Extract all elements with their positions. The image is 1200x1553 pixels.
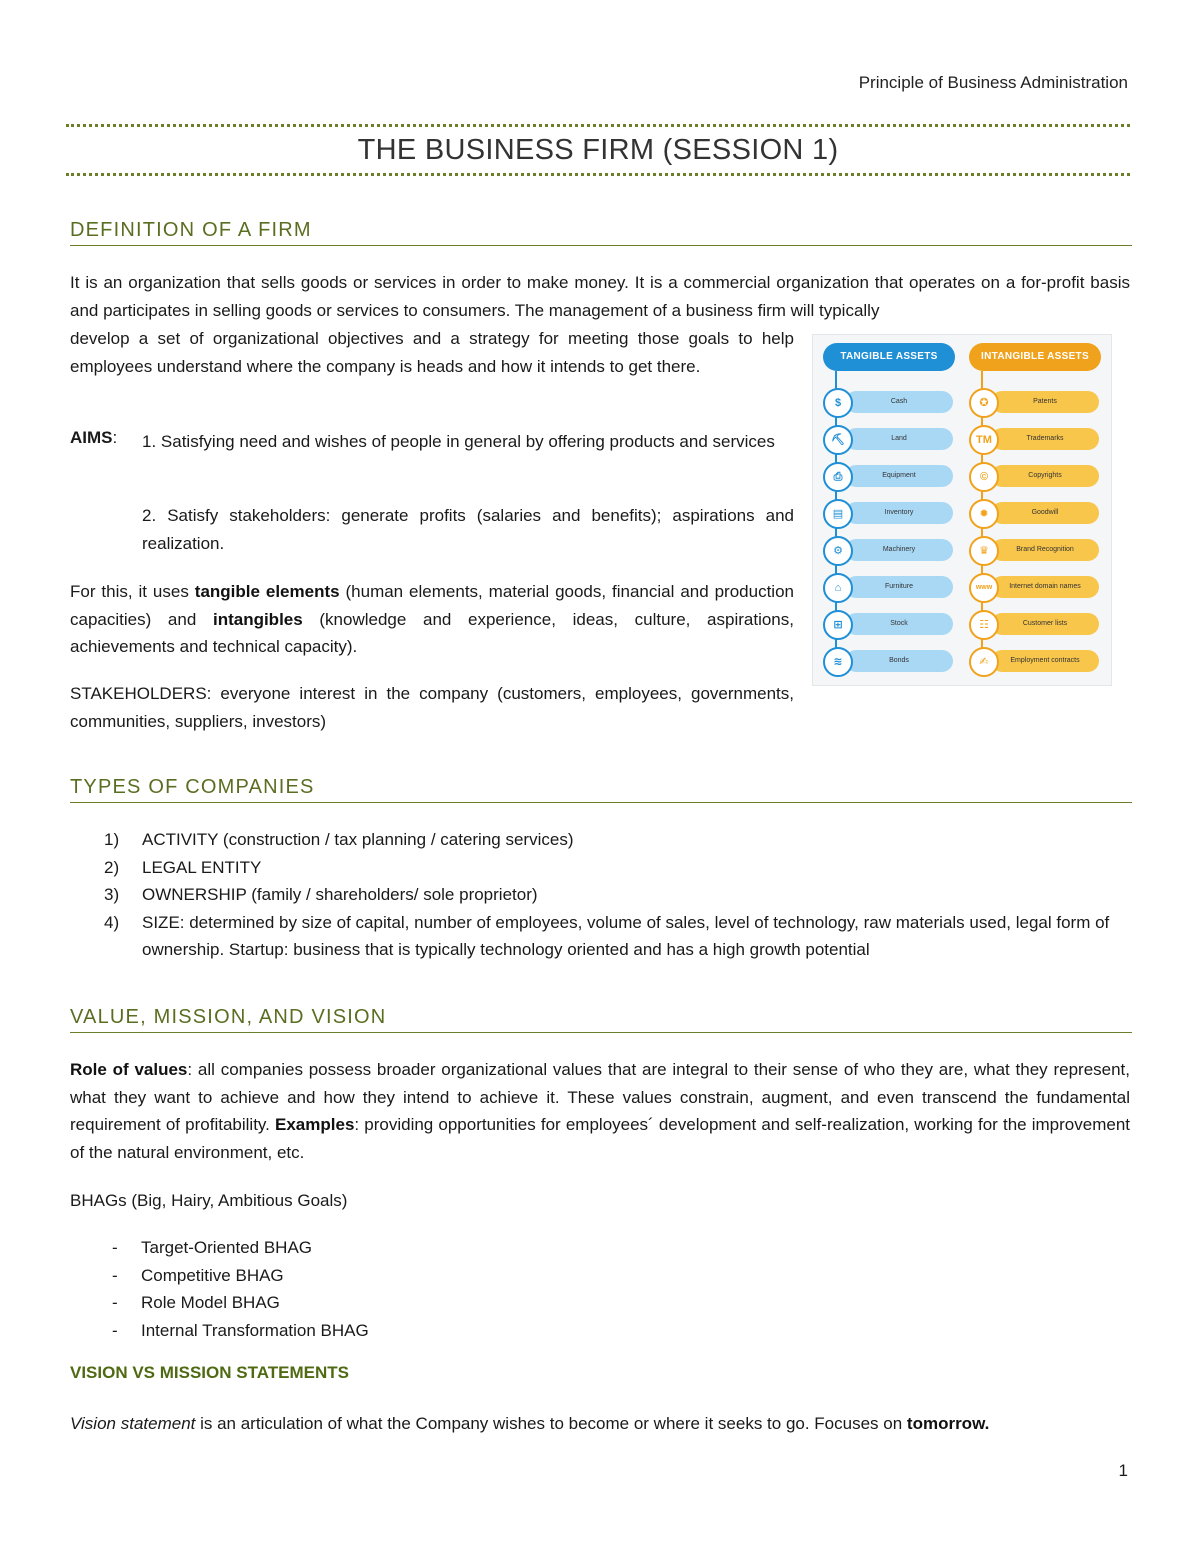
intangible-asset-label: Patents (991, 391, 1099, 413)
copyrights-icon: © (969, 462, 999, 492)
title-rule-bottom (66, 173, 1130, 176)
bhag-list (70, 1234, 369, 1344)
intangible-asset-row (969, 613, 1101, 637)
land-icon: ⛏ (823, 425, 853, 455)
patents-icon: ✪ (969, 388, 999, 418)
tangible-asset-label: Stock (845, 613, 953, 635)
role-of-values-paragraph: Role of values: all companies possess broader organizational values that are integral to their sense of who they are, what they represent, what they want to achieve and how they intend to achieve it. These values constrain, augment, and even transcend the fundamental requirement of profitability. Examples: providing opportunities for employees´ development and self-realization, working for the improvement of the natural environment, etc. (70, 1060, 1131, 1162)
tangible-asset-label: Equipment (845, 465, 953, 487)
list-item (70, 854, 1132, 882)
title-rule-top (66, 124, 1130, 127)
aims-item-2: 2. Satisfy stakeholders: generate profits (salaries and benefits); aspirations and realization. (142, 506, 794, 553)
list-dash: - (112, 1320, 118, 1340)
list-text: SIZE: determined by size of capital, number of employees, volume of sales, level of technology, raw materials used, legal form of ownership. Startup: business that is typically technology oriented and has a high growth potential (142, 912, 1110, 959)
section-heading-values: VALUE, MISSION, AND VISION (70, 1006, 1132, 1033)
list-text: LEGAL ENTITY (142, 857, 262, 877)
intangible-asset-label: Copyrights (991, 465, 1099, 487)
tangible-asset-label: Furniture (845, 576, 953, 598)
intangible-asset-row (969, 428, 1101, 452)
page-number: 1 (1118, 1461, 1128, 1480)
tangible-asset-row (823, 650, 955, 674)
intangible-assets-title: INTANGIBLE ASSETS (969, 343, 1101, 371)
intangible-asset-label: Employment contracts (991, 650, 1099, 672)
list-number: 4) (104, 912, 120, 932)
tangible-asset-row (823, 428, 955, 452)
intangible-asset-label: Goodwill (991, 502, 1099, 524)
intangible-asset-row (969, 539, 1101, 563)
list-item (70, 909, 1132, 964)
tangible-asset-label: Bonds (845, 650, 953, 672)
stakeholders-paragraph: STAKEHOLDERS: everyone interest in the company (customers, employees, governments, communities, suppliers, investors) (70, 684, 794, 731)
tomorrow-term: tomorrow. (906, 1414, 990, 1433)
list-item (70, 1262, 369, 1290)
intangible-asset-row (969, 576, 1101, 600)
list-text: ACTIVITY (construction / tax planning / catering services) (142, 830, 574, 849)
aims-label: AIMS: (70, 428, 118, 447)
tangible-assets-title: TANGIBLE ASSETS (823, 343, 955, 371)
tangible-asset-row (823, 391, 955, 415)
intangible-asset-row (969, 502, 1101, 526)
customer-lists-icon: ☷ (969, 610, 999, 640)
running-header: Principle of Business Administration (858, 73, 1128, 92)
tangible-asset-label: Land (845, 428, 953, 450)
list-dash: - (112, 1293, 118, 1312)
list-number: 2) (104, 857, 120, 877)
tangible-asset-label: Cash (845, 391, 953, 413)
examples-term: Examples (275, 1115, 355, 1134)
tangible-asset-row (823, 613, 955, 637)
tangible-asset-label: Machinery (845, 539, 953, 561)
list-text: Competitive BHAG (141, 1265, 284, 1285)
definition-paragraph: It is an organization that sells goods or services in order to make money. It is a commercial organization that operates on a for-profit basis and participates in selling goods or services to consumers. The management of a business firm will typically (70, 273, 1130, 320)
tangible-asset-row (823, 502, 955, 526)
machinery-icon: ⚙ (823, 536, 853, 566)
assets-infographic (812, 334, 1112, 686)
intangible-asset-row (969, 465, 1101, 489)
intangibles-term: intangibles (212, 609, 303, 629)
section-heading-types: TYPES OF COMPANIES (70, 776, 1132, 803)
list-text: Internal Transformation BHAG (141, 1320, 369, 1340)
list-dash: - (112, 1265, 118, 1285)
equipment-icon: ⎙ (823, 462, 853, 492)
list-text: Target-Oriented BHAG (141, 1238, 313, 1257)
list-item (70, 881, 1132, 909)
tangible-elements-term: tangible elements (194, 582, 340, 601)
furniture-icon: ⌂ (823, 573, 853, 603)
employment-contracts-icon: ✍ (969, 647, 999, 677)
elements-paragraph: For this, it uses tangible elements (human elements, material goods, financial and production capacities) and intangibles (knowledge and experience, ideas, culture, aspirations, achievements and technical capacity). (70, 582, 794, 656)
inventory-icon: ▤ (823, 499, 853, 529)
vision-statement-term: Vision statement (70, 1414, 196, 1433)
list-item (70, 826, 1132, 854)
cash-icon: $ (823, 388, 853, 418)
tangible-asset-label: Inventory (845, 502, 953, 524)
stock-icon: ⊞ (823, 610, 853, 640)
vision-statement-paragraph: Vision statement is an articulation of what the Company wishes to become or where it seeks to go. Focuses on tomorrow. (70, 1414, 990, 1433)
definition-paragraph-continued: develop a set of organizational objectives and a strategy for meeting those goals to help employees understand where the company is heads and how it intends to get there. (70, 329, 794, 376)
list-number: 3) (104, 885, 120, 904)
bonds-icon: ≋ (823, 647, 853, 677)
intangible-asset-label: Internet domain names (991, 576, 1099, 598)
goodwill-icon: ✹ (969, 499, 999, 529)
internet-domain-names-icon: www (969, 573, 999, 603)
tangible-asset-row (823, 465, 955, 489)
intangible-asset-label: Trademarks (991, 428, 1099, 450)
bhags-intro: BHAGs (Big, Hairy, Ambitious Goals) (70, 1191, 348, 1210)
list-item (70, 1317, 369, 1345)
list-number: 1) (104, 830, 120, 849)
tangible-asset-row (823, 576, 955, 600)
intangible-asset-label: Brand Recognition (991, 539, 1099, 561)
aims-item-1: 1. Satisfying need and wishes of people in general by offering products and services (142, 432, 775, 451)
list-item (70, 1234, 369, 1262)
list-item (70, 1289, 369, 1317)
tangible-asset-row (823, 539, 955, 563)
intangible-asset-row (969, 650, 1101, 674)
section-heading-definition: DEFINITION OF A FIRM (70, 219, 1132, 246)
trademarks-icon: TM (969, 425, 999, 455)
types-list (70, 826, 1132, 964)
list-text: Role Model BHAG (141, 1293, 280, 1312)
intangible-asset-label: Customer lists (991, 613, 1099, 635)
intangible-asset-row (969, 391, 1101, 415)
list-dash: - (112, 1238, 118, 1257)
role-of-values-term: Role of values (70, 1060, 188, 1079)
list-text: OWNERSHIP (family / shareholders/ sole proprietor) (142, 885, 538, 904)
document-title: THE BUSINESS FIRM (SESSION 1) (357, 134, 839, 166)
brand-recognition-icon: ♛ (969, 536, 999, 566)
vision-mission-heading: VISION VS MISSION STATEMENTS (70, 1363, 349, 1382)
